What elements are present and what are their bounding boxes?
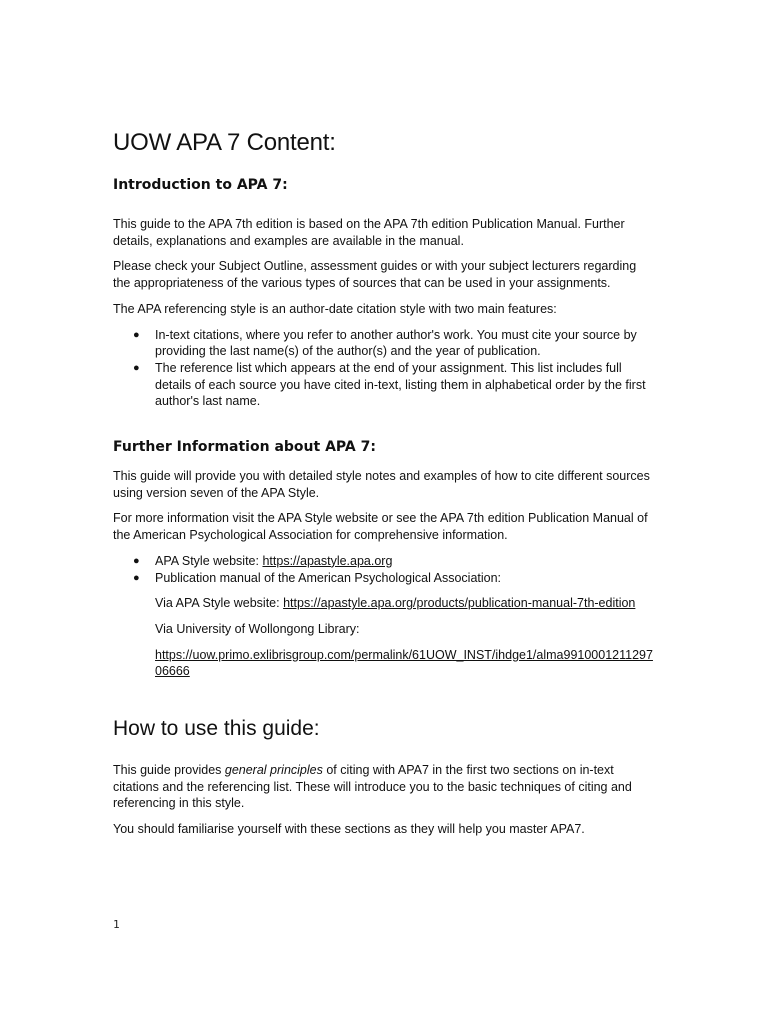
via-uow-library-label: Via University of Wollongong Library: (155, 621, 360, 636)
list-item (113, 570, 653, 587)
further-resource-list (113, 553, 653, 586)
page-title: UOW APA 7 Content: (113, 129, 336, 156)
section-heading-how-to-use: How to use this guide: (113, 717, 320, 741)
intro-feature-list (113, 327, 653, 411)
further-paragraph-1: This guide will provide you with detailed style notes and examples of how to cite different sources using version seven of the APA Style. (113, 469, 650, 500)
via-uow-library-entry (113, 647, 653, 680)
howto-text-before: This guide provides (113, 763, 225, 778)
via-apa-style-label: Via APA Style website: (155, 596, 284, 611)
list-item-text: The reference list which appears at the end of your assignment. This list includes full details of each source you have cited in-text, listing them in alphabetical order by the first author's last name. (155, 360, 646, 409)
bullet-icon: ● (133, 571, 140, 584)
page-content (113, 128, 653, 847)
bullet-icon: ● (133, 328, 140, 341)
uow-library-permalink[interactable]: https://uow.primo.exlibrisgroup.com/permalink/61UOW_INST/ihdge1/alma991000121129706666 (155, 647, 653, 679)
bullet-icon: ● (133, 361, 140, 374)
apa-style-website-label: APA Style website: (155, 553, 263, 568)
intro-paragraph-1: This guide to the APA 7th edition is based on the APA 7th edition Publication Manual. Further details, explanations and examples are available in the manual. (113, 217, 625, 248)
list-item (113, 327, 653, 360)
apa-style-website-link[interactable]: https://apastyle.apa.org (262, 553, 393, 568)
list-item-text: In-text citations, where you refer to another author's work. You must cite your source by providing the last name(s) of the author(s) and the year of publication. (155, 327, 637, 359)
intro-paragraph-2: Please check your Subject Outline, assessment guides or with your subject lecturers regarding the appropriateness of the various types of sources that can be used in your assignments. (113, 259, 637, 291)
publication-manual-label: Publication manual of the American Psychological Association: (155, 570, 502, 585)
bullet-icon: ● (133, 554, 140, 567)
howto-emphasis: general principles (224, 763, 323, 778)
howto-paragraph-1 (113, 762, 653, 812)
howto-text-after: of citing with APA7 in the first two sections on in-text citations and the referencing list. These will introduce you to the basic techniques of citing and referencing in this style. (113, 763, 632, 811)
list-item (113, 553, 653, 570)
publication-manual-apa-link[interactable]: https://apastyle.apa.org/products/publication-manual-7th-edition (283, 596, 636, 611)
further-paragraph-2: For more information visit the APA Style website or see the APA 7th edition Publication Manual of the American Psychological Association for comprehensive information. (113, 511, 648, 543)
via-apa-style-entry (113, 595, 653, 612)
list-item (113, 360, 653, 410)
section-heading-further-information: Further Information about APA 7: (113, 439, 376, 456)
section-spacer (113, 410, 653, 438)
page-number: 1 (113, 918, 120, 931)
intro-paragraph-3: The APA referencing style is an author-date citation style with two main features: (113, 301, 557, 316)
howto-paragraph-2: You should familiarise yourself with these sections as they will help you master APA7. (113, 822, 585, 837)
section-heading-introduction: Introduction to APA 7: (113, 177, 288, 193)
